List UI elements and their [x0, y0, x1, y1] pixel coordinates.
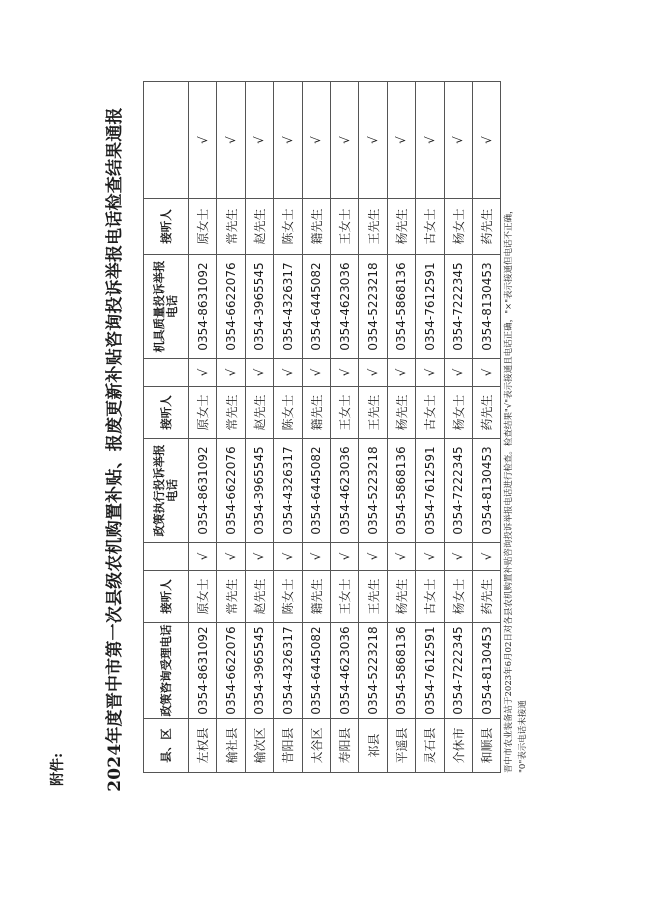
check-mark-cell: √	[330, 543, 358, 571]
phone-cell: 0354-7222345	[444, 255, 472, 359]
phone-cell: 0354-5868136	[387, 623, 415, 719]
check-mark-cell: √	[444, 82, 472, 199]
check-mark-cell: √	[444, 543, 472, 571]
county-cell: 左权县	[189, 719, 217, 773]
column-header: 机具质量投诉举报电话	[144, 255, 189, 359]
check-mark-cell: √	[189, 359, 217, 387]
inspection-result-table	[143, 81, 501, 773]
phone-cell: 0354-3965545	[245, 623, 273, 719]
phone-cell: 0354-5223218	[359, 623, 387, 719]
check-mark-cell: √	[302, 359, 330, 387]
check-mark-cell: √	[416, 543, 444, 571]
county-cell: 介休市	[444, 719, 472, 773]
phone-cell: 0354-5223218	[359, 439, 387, 543]
receiver-cell: 杨女士	[444, 571, 472, 623]
document-title: 2024年度晋中市第一次县级农机购置补贴、报废更新补贴咨询投诉举报电话检查结果通报	[105, 107, 125, 792]
receiver-cell: 杨先生	[387, 199, 415, 255]
phone-cell: 0354-4326317	[274, 623, 302, 719]
receiver-cell: 药先生	[472, 571, 500, 623]
column-header: 接听人	[144, 199, 189, 255]
receiver-cell: 赵先生	[245, 571, 273, 623]
check-mark-cell: √	[245, 543, 273, 571]
receiver-cell: 陈女士	[274, 387, 302, 439]
check-mark-cell: √	[472, 543, 500, 571]
column-header	[144, 359, 189, 387]
column-header: 政策执行投诉举报电话	[144, 439, 189, 543]
receiver-cell: 杨女士	[444, 387, 472, 439]
county-cell: 寿阳县	[330, 719, 358, 773]
column-header: 政策咨询受理电话	[144, 623, 189, 719]
receiver-cell: 王先生	[359, 387, 387, 439]
table-header-row	[144, 82, 189, 773]
table-row	[302, 82, 330, 773]
phone-cell: 0354-4623036	[330, 255, 358, 359]
check-mark-cell: √	[274, 359, 302, 387]
phone-cell: 0354-6622076	[217, 623, 245, 719]
phone-cell: 0354-8631092	[189, 255, 217, 359]
phone-cell: 0354-7612591	[416, 623, 444, 719]
check-mark-cell: √	[359, 543, 387, 571]
table-row	[359, 82, 387, 773]
county-cell: 榆次区	[245, 719, 273, 773]
receiver-cell: 常先生	[217, 387, 245, 439]
phone-cell: 0354-4326317	[274, 439, 302, 543]
check-mark-cell: √	[274, 543, 302, 571]
phone-cell: 0354-4623036	[330, 439, 358, 543]
receiver-cell: 王先生	[359, 199, 387, 255]
receiver-cell: 陈女士	[274, 571, 302, 623]
phone-cell: 0354-4623036	[330, 623, 358, 719]
receiver-cell: 杨先生	[387, 387, 415, 439]
receiver-cell: 王女士	[330, 387, 358, 439]
phone-cell: 0354-5223218	[359, 255, 387, 359]
check-mark-cell: √	[217, 359, 245, 387]
check-mark-cell: √	[472, 359, 500, 387]
phone-cell: 0354-5868136	[387, 439, 415, 543]
check-mark-cell: √	[359, 82, 387, 199]
phone-cell: 0354-6622076	[217, 255, 245, 359]
phone-cell: 0354-7222345	[444, 439, 472, 543]
phone-cell: 0354-6445082	[302, 439, 330, 543]
column-header: 接听人	[144, 571, 189, 623]
check-mark-cell: √	[274, 82, 302, 199]
receiver-cell: 常先生	[217, 199, 245, 255]
check-mark-cell: √	[330, 359, 358, 387]
phone-cell: 0354-4326317	[274, 255, 302, 359]
check-mark-cell: √	[416, 359, 444, 387]
county-cell: 昔阳县	[274, 719, 302, 773]
receiver-cell: 籍先生	[302, 199, 330, 255]
column-header	[144, 82, 189, 199]
check-mark-cell: √	[472, 82, 500, 199]
column-header: 接听人	[144, 387, 189, 439]
phone-cell: 0354-8631092	[189, 623, 217, 719]
check-mark-cell: √	[189, 82, 217, 199]
receiver-cell: 药先生	[472, 387, 500, 439]
receiver-cell: 赵先生	[245, 387, 273, 439]
footnote	[502, 13, 530, 773]
phone-cell: 0354-8130453	[472, 623, 500, 719]
table-row	[416, 82, 444, 773]
receiver-cell: 陈女士	[274, 199, 302, 255]
check-mark-cell: √	[387, 359, 415, 387]
county-cell: 榆社县	[217, 719, 245, 773]
receiver-cell: 杨女士	[444, 199, 472, 255]
check-mark-cell: √	[217, 543, 245, 571]
receiver-cell: 王女士	[330, 571, 358, 623]
receiver-cell: 原女士	[189, 571, 217, 623]
county-cell: 祁县	[359, 719, 387, 773]
check-mark-cell: √	[189, 543, 217, 571]
receiver-cell: 籍先生	[302, 387, 330, 439]
table-row	[274, 82, 302, 773]
phone-cell: 0354-8631092	[189, 439, 217, 543]
phone-cell: 0354-6445082	[302, 623, 330, 719]
phone-cell: 0354-3965545	[245, 439, 273, 543]
receiver-cell: 王先生	[359, 571, 387, 623]
check-mark-cell: √	[359, 359, 387, 387]
receiver-cell: 原女士	[189, 199, 217, 255]
check-mark-cell: √	[444, 359, 472, 387]
receiver-cell: 王女士	[330, 199, 358, 255]
county-cell: 灵石县	[416, 719, 444, 773]
receiver-cell: 杨先生	[387, 571, 415, 623]
phone-cell: 0354-7612591	[416, 439, 444, 543]
receiver-cell: 古女士	[416, 199, 444, 255]
check-mark-cell: √	[217, 82, 245, 199]
table-row	[245, 82, 273, 773]
receiver-cell: 药先生	[472, 199, 500, 255]
check-mark-cell: √	[245, 359, 273, 387]
phone-cell: 0354-5868136	[387, 255, 415, 359]
check-mark-cell: √	[416, 82, 444, 199]
check-mark-cell: √	[245, 82, 273, 199]
phone-cell: 0354-7222345	[444, 623, 472, 719]
check-mark-cell: √	[302, 82, 330, 199]
phone-cell: 0354-6445082	[302, 255, 330, 359]
phone-cell: 0354-3965545	[245, 255, 273, 359]
attachment-label: 附件:	[50, 752, 66, 786]
receiver-cell: 古女士	[416, 387, 444, 439]
check-mark-cell: √	[330, 82, 358, 199]
check-mark-cell: √	[302, 543, 330, 571]
check-mark-cell: √	[387, 82, 415, 199]
receiver-cell: 古女士	[416, 571, 444, 623]
footnote-line: "0"表示电话未接通	[518, 700, 528, 773]
county-cell: 平遥县	[387, 719, 415, 773]
county-cell: 和顺县	[472, 719, 500, 773]
table-row	[189, 82, 217, 773]
column-header	[144, 543, 189, 571]
table-row	[330, 82, 358, 773]
receiver-cell: 原女士	[189, 387, 217, 439]
phone-cell: 0354-8130453	[472, 255, 500, 359]
table-row	[217, 82, 245, 773]
column-header: 县、区	[144, 719, 189, 773]
footnote-line: 晋中市农业装备站于2023年6月02日对各县农机购置补贴咨询投诉举报电话进行检查。检查结果"√"表示接通且电话正确，"×"表示接通但电话不正确，	[504, 205, 514, 773]
table-row	[387, 82, 415, 773]
county-cell: 太谷区	[302, 719, 330, 773]
phone-cell: 0354-6622076	[217, 439, 245, 543]
table-body	[189, 82, 501, 773]
table-row	[472, 82, 500, 773]
receiver-cell: 籍先生	[302, 571, 330, 623]
check-mark-cell: √	[387, 543, 415, 571]
phone-cell: 0354-8130453	[472, 439, 500, 543]
receiver-cell: 赵先生	[245, 199, 273, 255]
table-row	[444, 82, 472, 773]
receiver-cell: 常先生	[217, 571, 245, 623]
phone-cell: 0354-7612591	[416, 255, 444, 359]
